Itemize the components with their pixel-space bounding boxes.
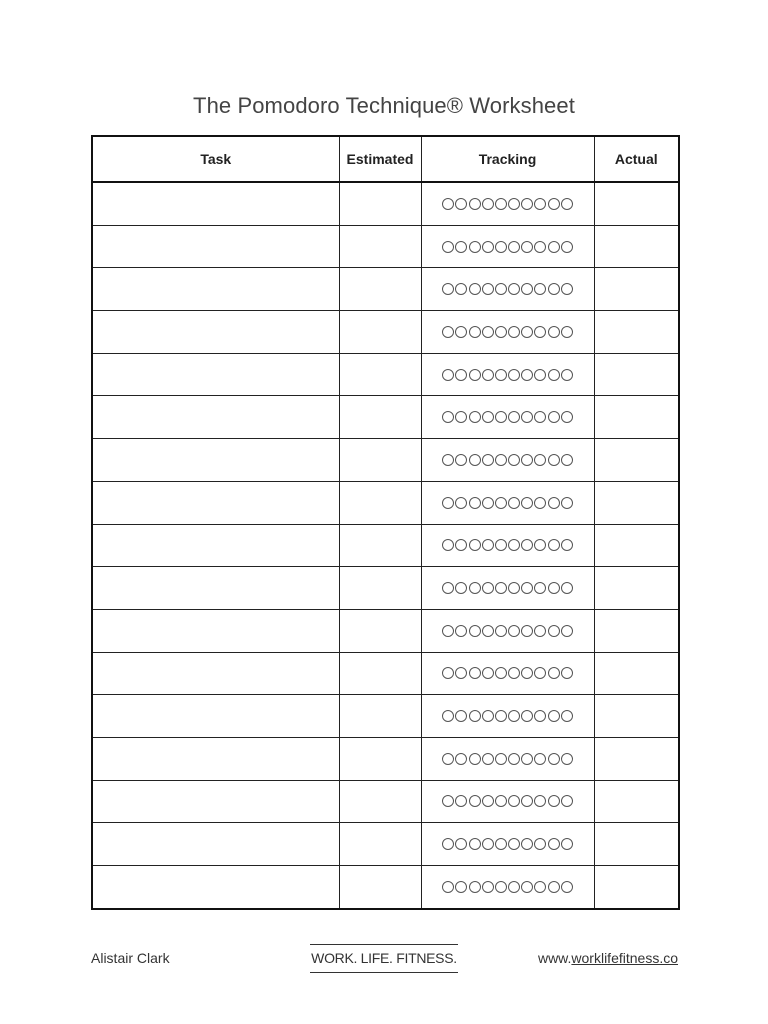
pomodoro-circle-icon[interactable] bbox=[548, 667, 560, 679]
pomodoro-circle-icon[interactable] bbox=[521, 454, 533, 466]
pomodoro-circle-icon[interactable] bbox=[469, 326, 481, 338]
pomodoro-circle-icon[interactable] bbox=[534, 411, 546, 423]
pomodoro-circle-icon[interactable] bbox=[455, 838, 467, 850]
pomodoro-circle-icon[interactable] bbox=[495, 241, 507, 253]
pomodoro-circle-icon[interactable] bbox=[534, 198, 546, 210]
task-cell[interactable] bbox=[92, 823, 339, 866]
pomodoro-circle-icon[interactable] bbox=[508, 369, 520, 381]
pomodoro-circle-icon[interactable] bbox=[495, 881, 507, 893]
table-row bbox=[92, 439, 679, 482]
pomodoro-circle-icon[interactable] bbox=[521, 795, 533, 807]
table-row bbox=[92, 353, 679, 396]
pomodoro-circle-icon[interactable] bbox=[455, 326, 467, 338]
website-domain[interactable]: worklifefitness.co bbox=[571, 950, 678, 966]
pomodoro-circle-icon[interactable] bbox=[534, 497, 546, 509]
pomodoro-circle-icon[interactable] bbox=[561, 369, 573, 381]
tracking-cell bbox=[421, 439, 594, 482]
pomodoro-circle-icon[interactable] bbox=[521, 710, 533, 722]
tracking-cell bbox=[421, 396, 594, 439]
pomodoro-circle-icon[interactable] bbox=[561, 539, 573, 551]
pomodoro-circle-icon[interactable] bbox=[442, 326, 454, 338]
pomodoro-circle-icon[interactable] bbox=[534, 625, 546, 637]
pomodoro-circle-icon[interactable] bbox=[495, 369, 507, 381]
tracking-circles bbox=[422, 753, 594, 765]
pomodoro-circle-icon[interactable] bbox=[548, 454, 560, 466]
page-title: The Pomodoro Technique® Worksheet bbox=[193, 93, 575, 118]
actual-cell[interactable] bbox=[594, 737, 679, 780]
pomodoro-circle-icon[interactable] bbox=[455, 667, 467, 679]
pomodoro-circle-icon[interactable] bbox=[548, 795, 560, 807]
table-row bbox=[92, 652, 679, 695]
pomodoro-circle-icon[interactable] bbox=[455, 497, 467, 509]
pomodoro-circle-icon[interactable] bbox=[442, 710, 454, 722]
website-prefix: www. bbox=[537, 950, 572, 966]
pomodoro-circle-icon[interactable] bbox=[508, 241, 520, 253]
pomodoro-circle-icon[interactable] bbox=[561, 710, 573, 722]
pomodoro-circle-icon[interactable] bbox=[495, 795, 507, 807]
pomodoro-circle-icon[interactable] bbox=[495, 710, 507, 722]
pomodoro-circle-icon[interactable] bbox=[561, 838, 573, 850]
pomodoro-circle-icon[interactable] bbox=[548, 283, 560, 295]
pomodoro-circle-icon[interactable] bbox=[508, 795, 520, 807]
pomodoro-circle-icon[interactable] bbox=[521, 497, 533, 509]
pomodoro-circle-icon[interactable] bbox=[534, 881, 546, 893]
tracking-circles bbox=[422, 454, 594, 466]
pomodoro-circle-icon[interactable] bbox=[469, 454, 481, 466]
pomodoro-circle-icon[interactable] bbox=[482, 625, 494, 637]
tracking-cell bbox=[421, 353, 594, 396]
estimated-cell[interactable] bbox=[339, 866, 421, 909]
actual-cell[interactable] bbox=[594, 823, 679, 866]
pomodoro-circle-icon[interactable] bbox=[442, 667, 454, 679]
actual-cell[interactable] bbox=[594, 311, 679, 354]
brand-logo-text: WORK. LIFE. FITNESS. bbox=[310, 944, 458, 973]
table-row bbox=[92, 268, 679, 311]
pomodoro-circle-icon[interactable] bbox=[534, 838, 546, 850]
pomodoro-circle-icon[interactable] bbox=[521, 539, 533, 551]
pomodoro-circle-icon[interactable] bbox=[469, 625, 481, 637]
pomodoro-circle-icon[interactable] bbox=[508, 582, 520, 594]
actual-cell[interactable] bbox=[594, 396, 679, 439]
task-cell[interactable] bbox=[92, 439, 339, 482]
pomodoro-circle-icon[interactable] bbox=[469, 411, 481, 423]
pomodoro-circle-icon[interactable] bbox=[561, 753, 573, 765]
pomodoro-circle-icon[interactable] bbox=[482, 881, 494, 893]
pomodoro-circle-icon[interactable] bbox=[508, 497, 520, 509]
tracking-cell bbox=[421, 695, 594, 738]
actual-cell[interactable] bbox=[594, 439, 679, 482]
pomodoro-circle-icon[interactable] bbox=[548, 497, 560, 509]
actual-cell[interactable] bbox=[594, 481, 679, 524]
pomodoro-circle-icon[interactable] bbox=[442, 795, 454, 807]
task-cell[interactable] bbox=[92, 609, 339, 652]
pomodoro-circle-icon[interactable] bbox=[469, 283, 481, 295]
pomodoro-circle-icon[interactable] bbox=[521, 326, 533, 338]
tracking-circles bbox=[422, 283, 594, 295]
tracking-cell bbox=[421, 823, 594, 866]
pomodoro-circle-icon[interactable] bbox=[508, 753, 520, 765]
task-cell[interactable] bbox=[92, 353, 339, 396]
tracking-cell bbox=[421, 652, 594, 695]
tracking-cell bbox=[421, 737, 594, 780]
pomodoro-circle-icon[interactable] bbox=[521, 411, 533, 423]
estimated-cell[interactable] bbox=[339, 439, 421, 482]
pomodoro-circle-icon[interactable] bbox=[495, 283, 507, 295]
actual-cell[interactable] bbox=[594, 652, 679, 695]
tracking-cell bbox=[421, 524, 594, 567]
estimated-cell[interactable] bbox=[339, 481, 421, 524]
pomodoro-circle-icon[interactable] bbox=[495, 667, 507, 679]
pomodoro-circle-icon[interactable] bbox=[548, 411, 560, 423]
pomodoro-circle-icon[interactable] bbox=[534, 369, 546, 381]
pomodoro-circle-icon[interactable] bbox=[455, 369, 467, 381]
pomodoro-circle-icon[interactable] bbox=[455, 411, 467, 423]
pomodoro-circle-icon[interactable] bbox=[469, 667, 481, 679]
table-row bbox=[92, 182, 679, 225]
pomodoro-circle-icon[interactable] bbox=[548, 539, 560, 551]
pomodoro-circle-icon[interactable] bbox=[548, 838, 560, 850]
pomodoro-circle-icon[interactable] bbox=[561, 411, 573, 423]
pomodoro-circle-icon[interactable] bbox=[548, 241, 560, 253]
pomodoro-circle-icon[interactable] bbox=[469, 198, 481, 210]
table-row bbox=[92, 225, 679, 268]
pomodoro-circle-icon[interactable] bbox=[548, 753, 560, 765]
pomodoro-circle-icon[interactable] bbox=[508, 838, 520, 850]
pomodoro-circle-icon[interactable] bbox=[561, 667, 573, 679]
pomodoro-circle-icon[interactable] bbox=[442, 241, 454, 253]
pomodoro-circle-icon[interactable] bbox=[534, 753, 546, 765]
pomodoro-circle-icon[interactable] bbox=[442, 539, 454, 551]
task-cell[interactable] bbox=[92, 268, 339, 311]
pomodoro-circle-icon[interactable] bbox=[455, 625, 467, 637]
tracking-circles bbox=[422, 411, 594, 423]
actual-cell[interactable] bbox=[594, 695, 679, 738]
pomodoro-circle-icon[interactable] bbox=[482, 795, 494, 807]
header-task: Task bbox=[92, 136, 339, 182]
pomodoro-circle-icon[interactable] bbox=[482, 283, 494, 295]
pomodoro-circle-icon[interactable] bbox=[508, 454, 520, 466]
tracking-cell bbox=[421, 609, 594, 652]
pomodoro-circle-icon[interactable] bbox=[455, 454, 467, 466]
task-cell[interactable] bbox=[92, 652, 339, 695]
pomodoro-circle-icon[interactable] bbox=[455, 582, 467, 594]
pomodoro-circle-icon[interactable] bbox=[455, 283, 467, 295]
pomodoro-circle-icon[interactable] bbox=[442, 369, 454, 381]
task-cell[interactable] bbox=[92, 567, 339, 610]
table-row bbox=[92, 311, 679, 354]
actual-cell[interactable] bbox=[594, 524, 679, 567]
pomodoro-circle-icon[interactable] bbox=[455, 753, 467, 765]
table-row bbox=[92, 737, 679, 780]
task-cell[interactable] bbox=[92, 225, 339, 268]
tracking-cell bbox=[421, 780, 594, 823]
tracking-cell bbox=[421, 481, 594, 524]
pomodoro-circle-icon[interactable] bbox=[469, 881, 481, 893]
pomodoro-circle-icon[interactable] bbox=[455, 539, 467, 551]
website-link[interactable] bbox=[538, 950, 678, 966]
table-row bbox=[92, 567, 679, 610]
estimated-cell[interactable] bbox=[339, 524, 421, 567]
task-cell[interactable] bbox=[92, 737, 339, 780]
table-row bbox=[92, 609, 679, 652]
pomodoro-circle-icon[interactable] bbox=[508, 710, 520, 722]
tracking-circles bbox=[422, 838, 594, 850]
pomodoro-circle-icon[interactable] bbox=[442, 283, 454, 295]
pomodoro-circle-icon[interactable] bbox=[455, 881, 467, 893]
pomodoro-circle-icon[interactable] bbox=[482, 667, 494, 679]
tracking-circles bbox=[422, 369, 594, 381]
pomodoro-circle-icon[interactable] bbox=[442, 582, 454, 594]
header-tracking: Tracking bbox=[421, 136, 594, 182]
tracking-cell bbox=[421, 567, 594, 610]
pomodoro-circle-icon[interactable] bbox=[469, 838, 481, 850]
pomodoro-circle-icon[interactable] bbox=[561, 497, 573, 509]
tracking-cell bbox=[421, 311, 594, 354]
pomodoro-circle-icon[interactable] bbox=[495, 411, 507, 423]
table-row bbox=[92, 481, 679, 524]
pomodoro-circle-icon[interactable] bbox=[548, 881, 560, 893]
actual-cell[interactable] bbox=[594, 780, 679, 823]
actual-cell[interactable] bbox=[594, 225, 679, 268]
header-actual: Actual bbox=[594, 136, 679, 182]
pomodoro-circle-icon[interactable] bbox=[455, 241, 467, 253]
pomodoro-circle-icon[interactable] bbox=[482, 838, 494, 850]
pomodoro-circle-icon[interactable] bbox=[442, 497, 454, 509]
pomodoro-circle-icon[interactable] bbox=[561, 283, 573, 295]
estimated-cell[interactable] bbox=[339, 396, 421, 439]
pomodoro-circle-icon[interactable] bbox=[534, 454, 546, 466]
pomodoro-circle-icon[interactable] bbox=[495, 625, 507, 637]
pomodoro-circle-icon[interactable] bbox=[561, 582, 573, 594]
pomodoro-circle-icon[interactable] bbox=[482, 369, 494, 381]
tracking-circles bbox=[422, 497, 594, 509]
pomodoro-circle-icon[interactable] bbox=[469, 710, 481, 722]
estimated-cell[interactable] bbox=[339, 780, 421, 823]
task-cell[interactable] bbox=[92, 182, 339, 225]
table-row bbox=[92, 780, 679, 823]
pomodoro-circle-icon[interactable] bbox=[442, 198, 454, 210]
pomodoro-circle-icon[interactable] bbox=[469, 753, 481, 765]
pomodoro-circle-icon[interactable] bbox=[442, 838, 454, 850]
pomodoro-circle-icon[interactable] bbox=[548, 625, 560, 637]
pomodoro-circle-icon[interactable] bbox=[508, 667, 520, 679]
pomodoro-circle-icon[interactable] bbox=[561, 881, 573, 893]
pomodoro-circle-icon[interactable] bbox=[495, 539, 507, 551]
pomodoro-circle-icon[interactable] bbox=[495, 582, 507, 594]
pomodoro-circle-icon[interactable] bbox=[495, 838, 507, 850]
table-header-row bbox=[92, 136, 679, 182]
tracking-cell bbox=[421, 268, 594, 311]
pomodoro-circle-icon[interactable] bbox=[534, 539, 546, 551]
pomodoro-circle-icon[interactable] bbox=[469, 539, 481, 551]
pomodoro-circle-icon[interactable] bbox=[508, 198, 520, 210]
estimated-cell[interactable] bbox=[339, 225, 421, 268]
pomodoro-circle-icon[interactable] bbox=[469, 582, 481, 594]
pomodoro-circle-icon[interactable] bbox=[469, 241, 481, 253]
pomodoro-table bbox=[91, 135, 680, 910]
tracking-circles bbox=[422, 710, 594, 722]
pomodoro-circle-icon[interactable] bbox=[508, 283, 520, 295]
pomodoro-circle-icon[interactable] bbox=[482, 497, 494, 509]
estimated-cell[interactable] bbox=[339, 567, 421, 610]
pomodoro-circle-icon[interactable] bbox=[482, 411, 494, 423]
pomodoro-circle-icon[interactable] bbox=[482, 710, 494, 722]
pomodoro-circle-icon[interactable] bbox=[534, 710, 546, 722]
pomodoro-circle-icon[interactable] bbox=[521, 667, 533, 679]
pomodoro-circle-icon[interactable] bbox=[508, 881, 520, 893]
pomodoro-circle-icon[interactable] bbox=[495, 326, 507, 338]
pomodoro-circle-icon[interactable] bbox=[534, 582, 546, 594]
pomodoro-circle-icon[interactable] bbox=[482, 198, 494, 210]
author-name: Alistair Clark bbox=[91, 950, 170, 966]
actual-cell[interactable] bbox=[594, 866, 679, 909]
estimated-cell[interactable] bbox=[339, 609, 421, 652]
estimated-cell[interactable] bbox=[339, 268, 421, 311]
pomodoro-circle-icon[interactable] bbox=[469, 795, 481, 807]
pomodoro-circle-icon[interactable] bbox=[442, 411, 454, 423]
pomodoro-circle-icon[interactable] bbox=[521, 753, 533, 765]
pomodoro-circle-icon[interactable] bbox=[521, 881, 533, 893]
tracking-circles bbox=[422, 625, 594, 637]
tracking-circles bbox=[422, 881, 594, 893]
actual-cell[interactable] bbox=[594, 268, 679, 311]
task-cell[interactable] bbox=[92, 524, 339, 567]
task-cell[interactable] bbox=[92, 695, 339, 738]
pomodoro-circle-icon[interactable] bbox=[455, 795, 467, 807]
tracking-circles bbox=[422, 326, 594, 338]
table-row bbox=[92, 695, 679, 738]
pomodoro-circle-icon[interactable] bbox=[521, 369, 533, 381]
pomodoro-circle-icon[interactable] bbox=[469, 369, 481, 381]
pomodoro-circle-icon[interactable] bbox=[495, 497, 507, 509]
pomodoro-circle-icon[interactable] bbox=[534, 326, 546, 338]
task-cell[interactable] bbox=[92, 311, 339, 354]
pomodoro-circle-icon[interactable] bbox=[508, 326, 520, 338]
tracking-circles bbox=[422, 198, 594, 210]
tracking-circles bbox=[422, 582, 594, 594]
estimated-cell[interactable] bbox=[339, 823, 421, 866]
tracking-circles bbox=[422, 539, 594, 551]
pomodoro-circle-icon[interactable] bbox=[508, 625, 520, 637]
estimated-cell[interactable] bbox=[339, 311, 421, 354]
actual-cell[interactable] bbox=[594, 609, 679, 652]
pomodoro-circle-icon[interactable] bbox=[561, 198, 573, 210]
pomodoro-circle-icon[interactable] bbox=[442, 753, 454, 765]
actual-cell[interactable] bbox=[594, 567, 679, 610]
tracking-cell bbox=[421, 866, 594, 909]
pomodoro-circle-icon[interactable] bbox=[521, 625, 533, 637]
task-cell[interactable] bbox=[92, 780, 339, 823]
pomodoro-circle-icon[interactable] bbox=[521, 582, 533, 594]
pomodoro-circle-icon[interactable] bbox=[561, 454, 573, 466]
tracking-circles bbox=[422, 667, 594, 679]
tracking-cell bbox=[421, 182, 594, 225]
pomodoro-circle-icon[interactable] bbox=[455, 198, 467, 210]
pomodoro-circle-icon[interactable] bbox=[521, 198, 533, 210]
pomodoro-circle-icon[interactable] bbox=[521, 838, 533, 850]
pomodoro-circle-icon[interactable] bbox=[534, 241, 546, 253]
pomodoro-circle-icon[interactable] bbox=[508, 539, 520, 551]
table-row bbox=[92, 823, 679, 866]
pomodoro-circle-icon[interactable] bbox=[495, 753, 507, 765]
table-row bbox=[92, 866, 679, 909]
actual-cell[interactable] bbox=[594, 353, 679, 396]
pomodoro-circle-icon[interactable] bbox=[548, 582, 560, 594]
estimated-cell[interactable] bbox=[339, 695, 421, 738]
pomodoro-circle-icon[interactable] bbox=[442, 454, 454, 466]
task-cell[interactable] bbox=[92, 866, 339, 909]
table-row bbox=[92, 396, 679, 439]
table-row bbox=[92, 524, 679, 567]
pomodoro-circle-icon[interactable] bbox=[548, 369, 560, 381]
pomodoro-circle-icon[interactable] bbox=[534, 667, 546, 679]
pomodoro-circle-icon[interactable] bbox=[521, 283, 533, 295]
task-cell[interactable] bbox=[92, 396, 339, 439]
actual-cell[interactable] bbox=[594, 182, 679, 225]
pomodoro-circle-icon[interactable] bbox=[534, 795, 546, 807]
pomodoro-circle-icon[interactable] bbox=[561, 625, 573, 637]
pomodoro-circle-icon[interactable] bbox=[442, 881, 454, 893]
pomodoro-circle-icon[interactable] bbox=[495, 198, 507, 210]
pomodoro-circle-icon[interactable] bbox=[508, 411, 520, 423]
pomodoro-circle-icon[interactable] bbox=[482, 753, 494, 765]
pomodoro-circle-icon[interactable] bbox=[561, 795, 573, 807]
pomodoro-circle-icon[interactable] bbox=[482, 241, 494, 253]
tracking-circles bbox=[422, 241, 594, 253]
pomodoro-circle-icon[interactable] bbox=[534, 283, 546, 295]
pomodoro-circle-icon[interactable] bbox=[521, 241, 533, 253]
estimated-cell[interactable] bbox=[339, 652, 421, 695]
pomodoro-circle-icon[interactable] bbox=[561, 326, 573, 338]
pomodoro-circle-icon[interactable] bbox=[469, 497, 481, 509]
pomodoro-circle-icon[interactable] bbox=[482, 454, 494, 466]
estimated-cell[interactable] bbox=[339, 737, 421, 780]
pomodoro-circle-icon[interactable] bbox=[482, 582, 494, 594]
tracking-cell bbox=[421, 225, 594, 268]
task-cell[interactable] bbox=[92, 481, 339, 524]
pomodoro-circle-icon[interactable] bbox=[482, 539, 494, 551]
table-body bbox=[92, 182, 679, 909]
pomodoro-circle-icon[interactable] bbox=[442, 625, 454, 637]
pomodoro-circle-icon[interactable] bbox=[548, 198, 560, 210]
pomodoro-circle-icon[interactable] bbox=[495, 454, 507, 466]
estimated-cell[interactable] bbox=[339, 182, 421, 225]
pomodoro-circle-icon[interactable] bbox=[548, 326, 560, 338]
header-estimated: Estimated bbox=[339, 136, 421, 182]
pomodoro-circle-icon[interactable] bbox=[561, 241, 573, 253]
pomodoro-circle-icon[interactable] bbox=[548, 710, 560, 722]
pomodoro-circle-icon[interactable] bbox=[455, 710, 467, 722]
estimated-cell[interactable] bbox=[339, 353, 421, 396]
pomodoro-circle-icon[interactable] bbox=[482, 326, 494, 338]
tracking-circles bbox=[422, 795, 594, 807]
